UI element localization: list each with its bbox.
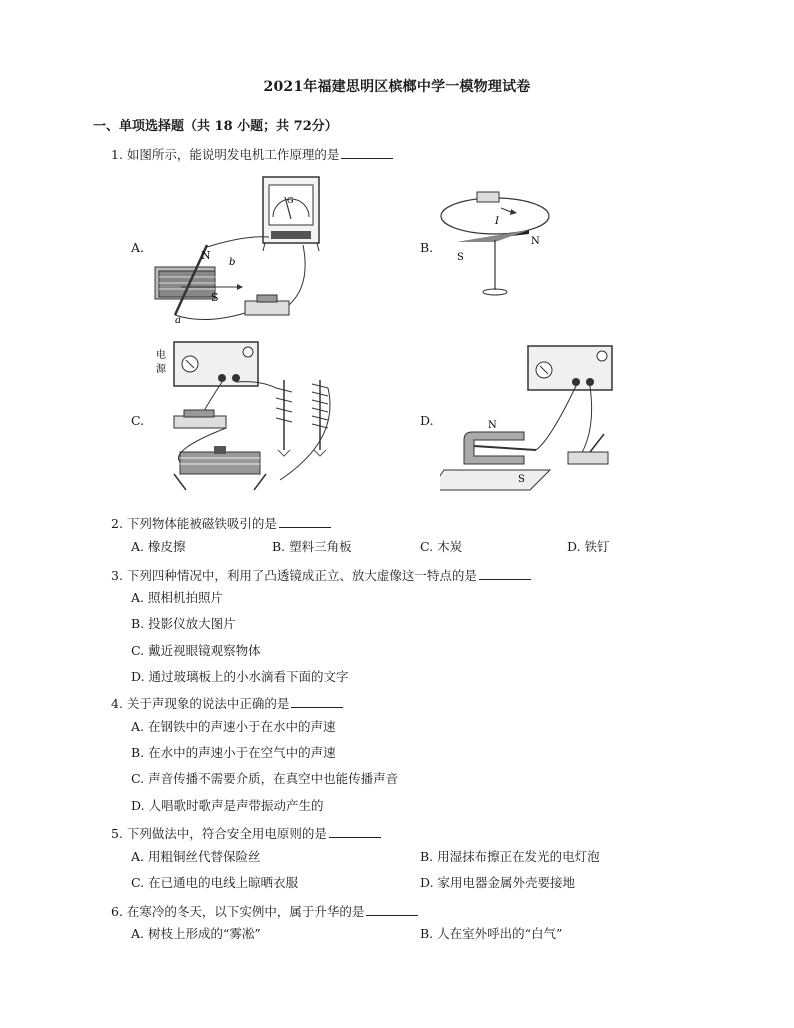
figure-b-compass-current [435, 180, 555, 300]
option-d[interactable]: D. 通过玻璃板上的小水滴看下面的文字 [131, 669, 349, 684]
option-a[interactable]: A. 照相机拍照片 [131, 590, 223, 605]
question-stem: 1. 如图所示，能说明发电机工作原理的是 [111, 147, 340, 162]
option-b[interactable]: B. 在水中的声速小于在空气中的声速 [131, 745, 336, 760]
section-heading: 一、单项选择题（共 18 小题；共 72分） [93, 119, 338, 134]
letter-a: a [175, 315, 181, 325]
answer-blank[interactable] [291, 695, 343, 708]
question-5 [111, 824, 381, 842]
option-c[interactable]: C. 声音传播不需要介质，在真空中也能传播声音 [131, 771, 399, 786]
option-b[interactable]: B. 投影仪放大图片 [131, 616, 236, 631]
question-stem: 2. 下列物体能被磁铁吸引的是 [111, 516, 277, 531]
letter-i: I [495, 216, 499, 227]
question-2 [111, 514, 331, 532]
letter-n: N [201, 249, 211, 262]
page-title: 2021年福建思明区槟榔中学一模物理试卷 [263, 79, 531, 95]
char-yuan: 源 [156, 364, 166, 375]
figure-option-c-label: C. [131, 413, 145, 428]
answer-blank[interactable] [479, 567, 531, 580]
option-a[interactable]: A. 用粗铜丝代替保险丝 [131, 849, 261, 864]
answer-blank[interactable] [341, 146, 393, 159]
question-6 [111, 902, 418, 920]
question-1 [111, 145, 393, 163]
figure-option-b-label: B. [420, 240, 434, 255]
figure-option-a-label: A. [131, 240, 145, 255]
char-dian: 电 [156, 350, 166, 361]
option-d[interactable]: D. 铁钉 [567, 539, 610, 554]
answer-blank[interactable] [329, 825, 381, 838]
question-stem: 4. 关于声现象的说法中正确的是 [111, 696, 290, 711]
letter-g: G [287, 196, 294, 205]
option-c[interactable]: C. 在已通电的电线上晾晒衣服 [131, 875, 299, 890]
letter-s: S [211, 291, 219, 304]
figure-option-d-label: D. [420, 413, 434, 428]
option-d[interactable]: D. 家用电器金属外壳要接地 [420, 875, 576, 890]
option-c[interactable]: C. 木炭 [420, 539, 463, 554]
option-a[interactable]: A. 在钢铁中的声速小于在水中的声速 [131, 719, 336, 734]
figure-c-electromagnet [150, 340, 340, 495]
question-4 [111, 694, 343, 712]
question-stem: 3. 下列四种情况中，利用了凸透镜成正立、放大虚像这一特点的是 [111, 568, 477, 583]
letter-n: N [488, 420, 497, 431]
figure-a-generator-setup [145, 175, 325, 325]
question-3 [111, 566, 531, 584]
option-d[interactable]: D. 人唱歌时歌声是声带振动产生的 [131, 798, 324, 813]
letter-b: b [229, 257, 236, 268]
letter-n: N [531, 236, 540, 247]
letter-s: S [457, 252, 464, 263]
option-b[interactable]: B. 人在室外呼出的“白气” [420, 926, 563, 941]
option-b[interactable]: B. 塑料三角板 [272, 539, 352, 554]
letter-s: S [518, 474, 525, 485]
question-stem: 6. 在寒冷的冬天，以下实例中，属于升华的是 [111, 904, 365, 919]
answer-blank[interactable] [279, 515, 331, 528]
question-stem: 5. 下列做法中，符合安全用电原则的是 [111, 826, 327, 841]
answer-blank[interactable] [366, 903, 418, 916]
option-b[interactable]: B. 用湿抹布擦正在发光的电灯泡 [420, 849, 600, 864]
option-a[interactable]: A. 橡皮擦 [131, 539, 186, 554]
figure-d-motor-setup [440, 340, 640, 495]
option-c[interactable]: C. 戴近视眼镜观察物体 [131, 643, 261, 658]
option-a[interactable]: A. 树枝上形成的“雾凇” [131, 926, 261, 941]
